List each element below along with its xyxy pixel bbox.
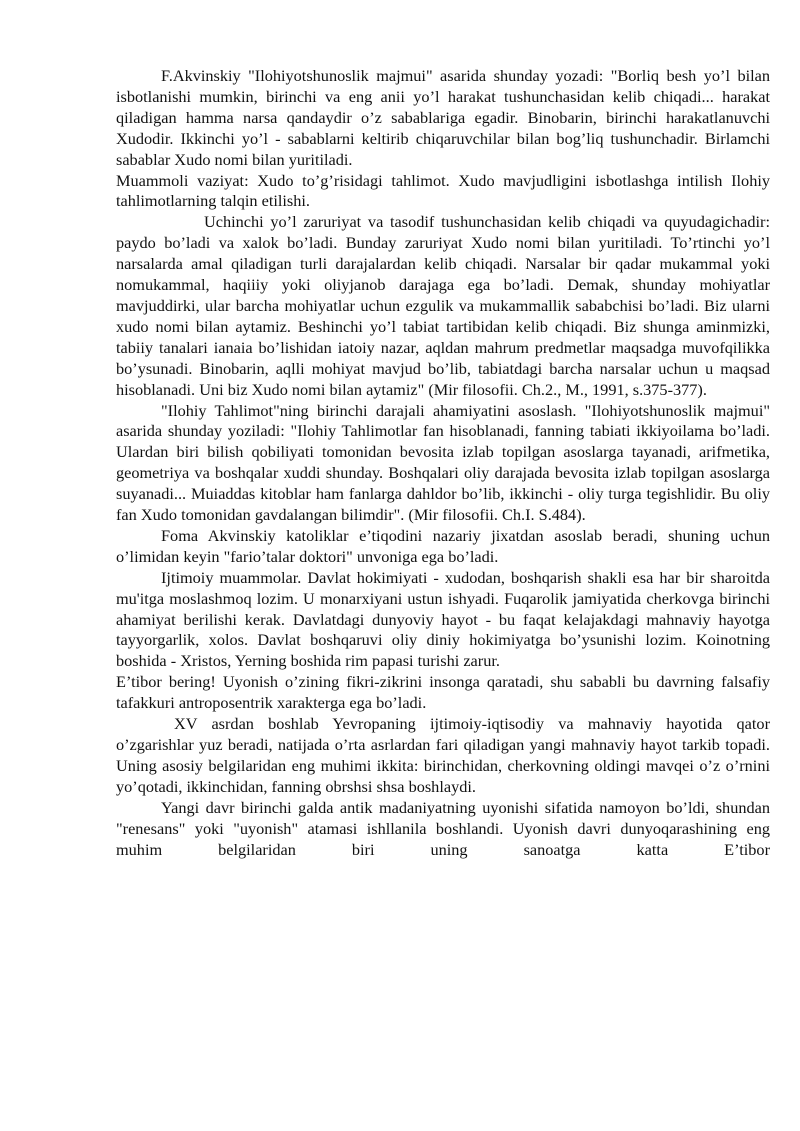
paragraph-new-era: Yangi davr birinchi galda antik madaniyatning uyonishi sifatida namoyon bo’ldi, shundan "renesans" yoki "uyonish" atamasi ishllanila boshlandi. Uyonish davri dunyoqarashining eng muhim belgilaridan biri uning sanoatga katta E’tibor [116,797,770,859]
paragraph-third-way: Uchinchi yo’l zaruriyat va tasodif tushunchasidan kelib chiqadi va quyudagichadir: paydo bo’ladi va xalok bo’ladi. Bunday zaruriyat Xudo nomi bilan yuritiladi. To’rtinchi yo’l narsalarda amal qiladigan turli darajalardan kelib chiqadi. Narsalar bir qadar mukammal yoki nomukammal, haqiiiy yoki oliyjanob darajaga ega bo’ladi. Demak, shunday mohiyatlar mavjuddirki, ular barcha mohiyatlar uchun ezgulik va mukammallik sababchisi bo’ladi. Biz ularni xudo nomi bilan aytamiz. Beshinchi yo’l tabiat tartibidan kelib chiqadi. Biz shunga aminmizki, tabiiy tanalari ianaia bo’lishidan iatoiy nazar, aqldan mahrum predmetlar maqsadga muvofqilikka bo’ysunadi. Binobarin, aqlli mohiyat mavjud bo’lib, tabiatdagi barcha narsalar uchun u maqsad hisoblanadi. Uni biz Xudo nomi bilan aytamiz" (Mir filosofii. Ch.2., M., 1991, s.375-377). [116,212,770,399]
paragraph-problem-situation: Muammoli vaziyat: Xudo to’g’risidagi tahlimot. Xudo mavjudligini isbotlashga intilish Ilohiy tahlimotlarning talqin etilishi. [116,170,770,211]
paragraph-fifteenth-century: XV asrdan boshlab Yevropaning ijtimoiy-iqtisodiy va mahnaviy hayotida qator o’zgarishlar yuz beradi, natijada o’rta asrlardan fari qiladigan yangi mahnaviy hayot tarkib topadi. Uning asosiy belgilaridan eng muhimi ikkita: birinchidan, cherkovning oldingi mavqei o’z o’rnini yo’qotadi, ikkinchidan, fanning obrshsi shsa boshlaydi. [116,714,770,796]
paragraph-attention-note: E’tibor bering! Uyonish o’zining fikri-zikrini insonga qaratadi, shu sababli bu davrning falsafiy tafakkuri antroposentrik xarakterga ega bo’ladi. [116,672,770,713]
paragraph-akvinskiy-five-ways: F.Akvinskiy "Ilohiyotshunoslik majmui" asarida shunday yozadi: "Borliq besh yo’l bilan isbotlanishi mumkin, birinchi va eng anii yo’l harakat tushunchasidan kelib chiqadi... harakat qiladigan hamma narsa qandaydir o’z sabablariga egadir. Binobarin, birinchi harakatlanuvchi Xudodir. Ikkinchi yo’l - sabablarni keltirib chiqaruvchilar bilan bog’liq tushunchadir. Birlamchi sabablar Xudo nomi bilan yuritiladi. [116,66,770,169]
paragraph-foma-akvinskiy: Foma Akvinskiy katoliklar e’tiqodini nazariy jixatdan asoslab beradi, shuning uchun o’limidan keyin "fario’talar doktori" unvoniga ega bo’ladi. [116,525,770,566]
document-page [116,66,770,860]
paragraph-social-problems: Ijtimoiy muammolar. Davlat hokimiyati - xudodan, boshqarish shakli esa har bir sharoitda mu'itga moslashmoq lozim. U monarxiyani ustun ishyadi. Fuqarolik jamiyatida cherkovga birinchi ahamiyat berilishi kerak. Davlatdagi dunyoviy hayot - bu faqat kelajakdagi mahnaviy hayotga tayyorgarlik, xolos. Davlat boshqaruvi oliy diniy hokimiyatga bo’ysunishi lozim. Koinotning boshida - Xristos, Yerning boshida rim papasi turishi zarur. [116,567,770,671]
paragraph-divine-teaching: "Ilohiy Tahlimot"ning birinchi darajali ahamiyatini asoslash. "Ilohiyotshunoslik majmui" asarida shunday yoziladi: "Ilohiy Tahlimotlar fan hisoblanadi, fanning tabiati ikkiyoilama bo’ladi. Ulardan biri bilish qobiliyati tomonidan bevosita izlab topilgan asoslarga tayanadi, arifmetika, geometriya va boshqalar xuddi shunday. Boshqalari oliy darajada bevosita izlab topilgan asoslarga suyanadi... Muiaddas kitoblar ham fanlarga dahldor bo’lib, ikkinchi - oliy turga tegishlidir. Bu oliy fan Xudo tomonidan gavdalangan bilimdir". (Mir filosofii. Ch.I. S.484). [116,400,770,525]
